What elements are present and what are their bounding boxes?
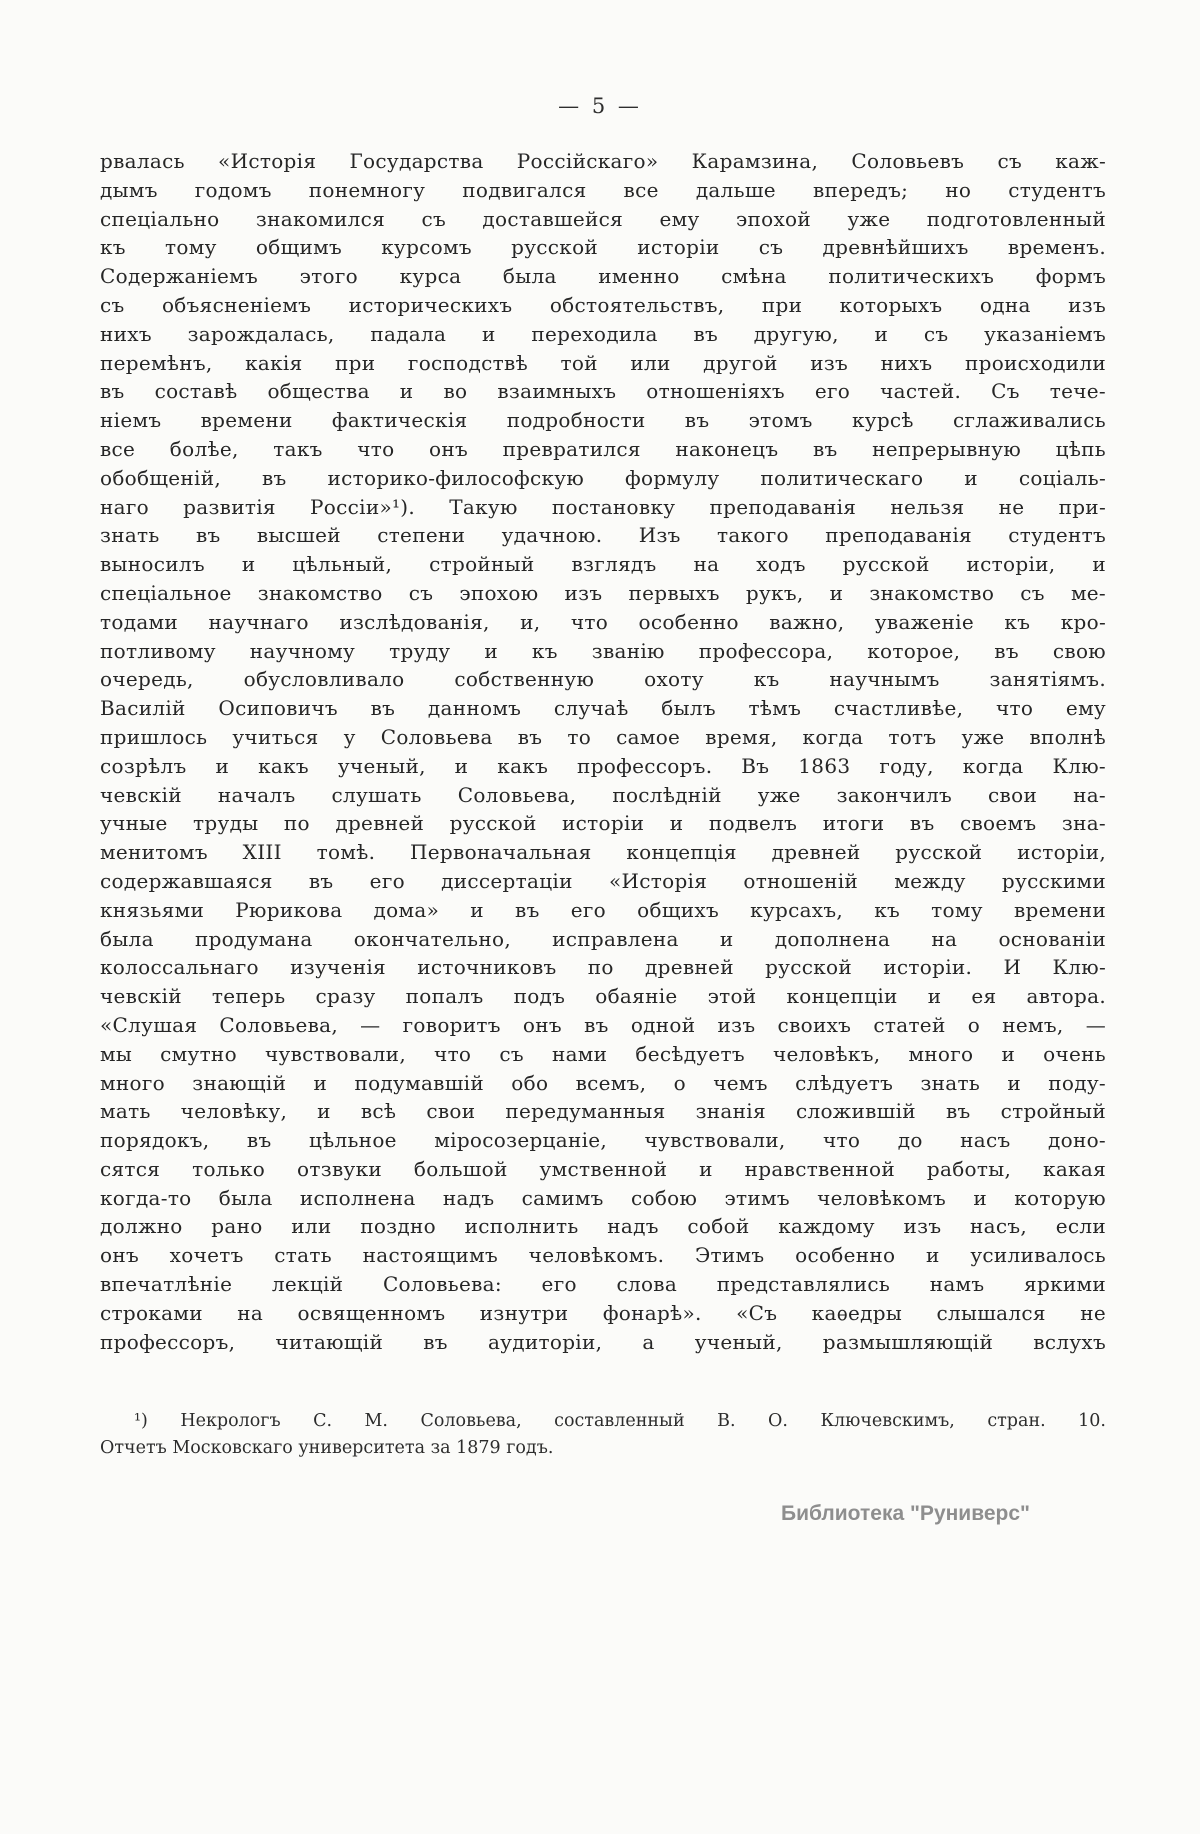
footnote: [100, 1408, 1106, 1462]
text-line: ¹) Некрологъ С. М. Соловьева, составленный В. О. Ключевскимъ, стран. 10.: [134, 1411, 1106, 1431]
text-line: профессоръ, читающій въ аудиторіи, а ученый, размышляющій вслухъ: [100, 1329, 1106, 1354]
text-line: съ объясненіемъ историческихъ обстоятельствъ, при которыхъ одна изъ: [100, 292, 1106, 317]
text-line: нихъ зарождалась, падала и переходила въ другую, и съ указаніемъ: [100, 321, 1106, 346]
text-line: пришлось учиться у Соловьева въ то самое время, когда тотъ уже вполнѣ: [100, 724, 1106, 749]
page-number: — 5 —: [558, 94, 642, 118]
text-line: спеціально знакомился съ доставшейся ему эпохой уже подготовленный: [100, 206, 1106, 231]
text-line: онъ хочетъ стать настоящимъ человѣкомъ. Этимъ особенно и усиливалось: [100, 1243, 1106, 1268]
text-line: князьями Рюрикова дома» и въ его общихъ курсахъ, къ тому времени: [100, 897, 1106, 922]
text-line: много знающій и подумавшій обо всемъ, о чемъ слѣдуетъ знать и поду-: [100, 1070, 1106, 1095]
text-line: содержавшаяся въ его диссертаціи «Исторія отношеній между русскими: [100, 868, 1106, 893]
text-line: Василій Осиповичъ въ данномъ случаѣ былъ тѣмъ счастливѣе, что ему: [100, 696, 1106, 721]
library-watermark: Библиотека "Руниверс": [780, 1502, 1030, 1525]
page-body-text: [100, 147, 1106, 1356]
text-line: къ тому общимъ курсомъ русской исторіи съ древнѣйшихъ временъ.: [100, 235, 1106, 260]
text-line: Содержаніемъ этого курса была именно смѣна политическихъ формъ: [100, 264, 1106, 289]
text-line: мать человѣку, и всѣ свои передуманныя знанія сложившій въ стройный: [100, 1099, 1106, 1124]
text-line: порядокъ, въ цѣльное міросозерцаніе, чувствовали, что до насъ доно-: [100, 1128, 1106, 1153]
text-line: обобщеній, въ историко-философскую формулу политическаго и соціаль-: [100, 465, 1106, 490]
text-line: созрѣлъ и какъ ученый, и какъ профессоръ. Въ 1863 году, когда Клю-: [100, 753, 1106, 778]
text-line: все болѣе, такъ что онъ превратился наконецъ въ непрерывную цѣпь: [100, 436, 1106, 461]
text-line: «Слушая Соловьева, — говоритъ онъ въ одной изъ своихъ статей о немъ, —: [100, 1012, 1106, 1037]
text-line: наго развитія Россіи»¹). Такую постановку преподаванія нельзя не при-: [100, 494, 1106, 519]
text-line: ніемъ времени фактическія подробности въ этомъ курсѣ сглаживались: [100, 408, 1106, 433]
text-line: менитомъ XIII томѣ. Первоначальная концепція древней русской исторіи,: [100, 840, 1106, 865]
text-line: впечатлѣніе лекцій Соловьева: его слова представлялись намъ яркими: [100, 1272, 1106, 1297]
text-line: дымъ годомъ понемногу подвигался все дальше впередъ; но студентъ: [100, 177, 1106, 202]
text-line: очередь, обусловливало собственную охоту къ научнымъ занятіямъ.: [100, 667, 1106, 692]
text-line: мы смутно чувствовали, что съ нами бесѣдуетъ человѣкъ, много и очень: [100, 1041, 1106, 1066]
text-line: была продумана окончательно, исправлена и дополнена на основаніи: [100, 926, 1106, 951]
text-line: строками на освященномъ изнутри фонарѣ». «Съ каѳедры слышался не: [100, 1300, 1106, 1325]
text-line: тодами научнаго изслѣдованія, и, что особенно важно, уваженіе къ кро-: [100, 609, 1106, 634]
text-line: потливому научному труду и къ званію профессора, которое, въ свою: [100, 638, 1106, 663]
text-line: знать въ высшей степени удачною. Изъ такого преподаванія студентъ: [100, 523, 1106, 548]
text-line: когда-то была исполнена надъ самимъ собою этимъ человѣкомъ и которую: [100, 1185, 1106, 1210]
text-line: чевскій началъ слушать Соловьева, послѣдній уже закончилъ свои на-: [100, 782, 1106, 807]
text-line: спеціальное знакомство съ эпохою изъ первыхъ рукъ, и знакомство съ ме-: [100, 580, 1106, 605]
text-line: колоссальнаго изученія источниковъ по древней русской исторіи. И Клю-: [100, 955, 1106, 980]
text-line: перемѣнъ, какія при господствѣ той или другой изъ нихъ происходили: [100, 350, 1106, 375]
text-line: чевскій теперь сразу попалъ подъ обаяніе этой концепціи и ея автора.: [100, 984, 1106, 1009]
text-line: сятся только отзвуки большой умственной и нравственной работы, какая: [100, 1156, 1106, 1181]
text-line: Отчетъ Московскаго университета за 1879 годъ.: [100, 1438, 554, 1458]
text-line: въ составѣ общества и во взаимныхъ отношеніяхъ его частей. Съ тече-: [100, 379, 1106, 404]
text-line: рвалась «Исторія Государства Россійскаго» Карамзина, Соловьевъ съ каж-: [100, 149, 1106, 173]
text-line: должно рано или поздно исполнить надъ собой каждому изъ насъ, если: [100, 1214, 1106, 1239]
text-line: учные труды по древней русской исторіи и подвелъ итоги въ своемъ зна-: [100, 811, 1106, 836]
text-line: выносилъ и цѣльный, стройный взглядъ на ходъ русской исторіи, и: [100, 552, 1106, 577]
